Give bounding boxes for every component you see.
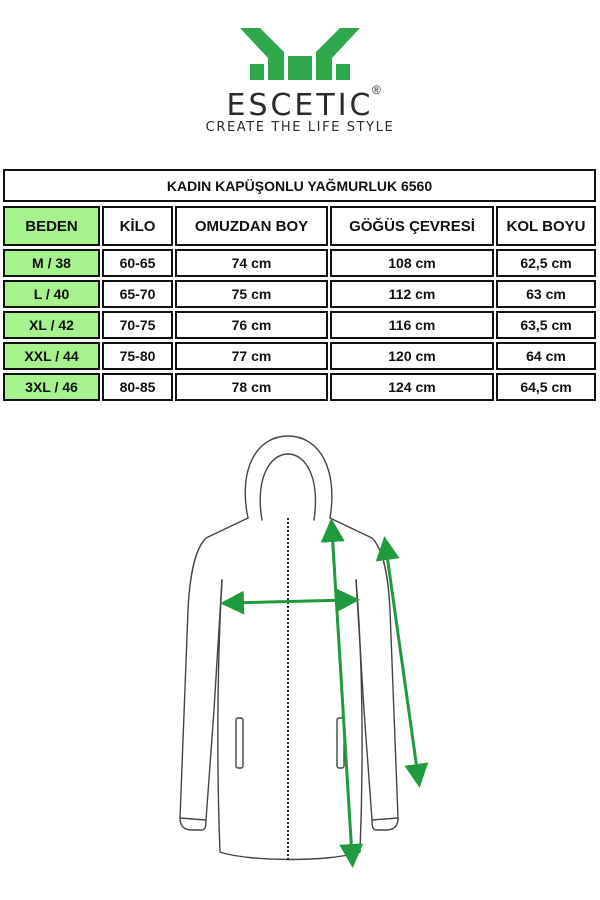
table-cell-kilo: 65-70 (102, 280, 173, 308)
table-cell-length: 78 cm (175, 373, 328, 401)
table-cell-size: 3XL / 46 (3, 373, 100, 401)
table-cell-sleeve: 63 cm (496, 280, 596, 308)
size-grid (3, 206, 596, 401)
table-title: KADIN KAPÜŞONLU YAĞMURLUK 6560 (3, 169, 596, 202)
table-cell-chest: 112 cm (330, 280, 494, 308)
header-kol-boyu: KOL BOYU (496, 206, 596, 246)
table-cell-length: 74 cm (175, 249, 328, 277)
brand-header (0, 0, 600, 160)
table-cell-length: 76 cm (175, 311, 328, 339)
header-omuzdan-boy: OMUZDAN BOY (175, 206, 328, 246)
header-gogus-cevresi: GÖĞÜS ÇEVRESİ (330, 206, 494, 246)
header-beden: BEDEN (3, 206, 100, 246)
table-cell-size: XL / 42 (3, 311, 100, 339)
table-cell-chest: 120 cm (330, 342, 494, 370)
table-cell-chest: 124 cm (330, 373, 494, 401)
table-cell-length: 75 cm (175, 280, 328, 308)
escetic-logo-icon (238, 26, 362, 84)
table-cell-sleeve: 64,5 cm (496, 373, 596, 401)
brand-name: ESCETIC (226, 88, 374, 123)
table-cell-chest: 108 cm (330, 249, 494, 277)
table-cell-size: XXL / 44 (3, 342, 100, 370)
table-cell-size: L / 40 (3, 280, 100, 308)
table-cell-kilo: 75-80 (102, 342, 173, 370)
table-cell-kilo: 80-85 (102, 373, 173, 401)
table-cell-chest: 116 cm (330, 311, 494, 339)
size-table (3, 169, 596, 401)
brand-tagline: CREATE THE LIFE STYLE (205, 120, 395, 135)
table-cell-size: M / 38 (3, 249, 100, 277)
table-cell-length: 77 cm (175, 342, 328, 370)
hooded-raincoat-diagram-icon (0, 420, 600, 900)
registered-mark: ® (372, 83, 381, 97)
table-cell-kilo: 70-75 (102, 311, 173, 339)
table-cell-sleeve: 62,5 cm (496, 249, 596, 277)
header-kilo: KİLO (102, 206, 173, 246)
table-cell-sleeve: 63,5 cm (496, 311, 596, 339)
table-cell-sleeve: 64 cm (496, 342, 596, 370)
table-cell-kilo: 60-65 (102, 249, 173, 277)
